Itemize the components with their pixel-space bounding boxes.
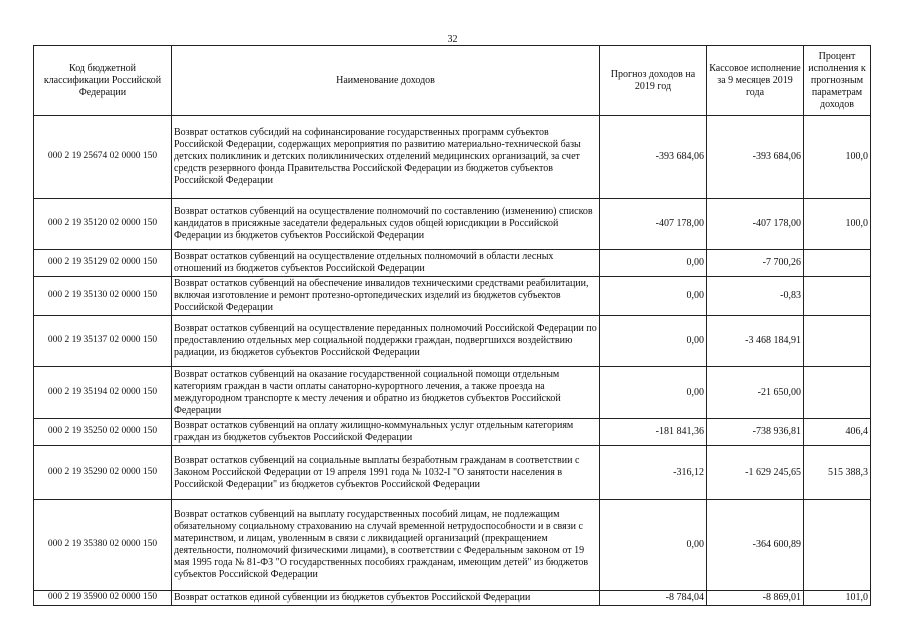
page-number: 32 (447, 34, 458, 45)
row-code: 000 2 19 35137 02 0000 150 (34, 316, 172, 367)
row-actual: -7 700,26 (707, 250, 804, 277)
row-code: 000 2 19 25674 02 0000 150 (34, 116, 172, 199)
row-code: 000 2 19 35129 02 0000 150 (34, 250, 172, 277)
table-row (34, 116, 871, 199)
row-percent (804, 500, 871, 591)
row-percent (804, 367, 871, 419)
table-row (34, 367, 871, 419)
row-actual: -738 936,81 (707, 419, 804, 446)
row-percent: 406,4 (804, 419, 871, 446)
row-actual: -3 468 184,91 (707, 316, 804, 367)
row-actual: -393 684,06 (707, 116, 804, 199)
row-name: Возврат остатков субвенций на осуществление полномочий по составлению (изменению) списков кандидатов в присяжные заседатели федеральных судов общей юрисдикции в Российской Федерации из бюджетов субъектов Российской Федерации (172, 199, 600, 250)
row-forecast: -393 684,06 (600, 116, 707, 199)
row-forecast: -316,12 (600, 446, 707, 500)
row-code: 000 2 19 35120 02 0000 150 (34, 199, 172, 250)
row-forecast: -8 784,04 (600, 591, 707, 606)
row-forecast: 0,00 (600, 277, 707, 316)
row-name: Возврат остатков субвенций на осуществление переданных полномочий Российской Федерации по предоставлению отдельных мер социальной поддержки граждан, подвергшихся воздействию радиации, из бюджетов субъектов Российской Федерации (172, 316, 600, 367)
row-forecast: 0,00 (600, 250, 707, 277)
row-forecast: -407 178,00 (600, 199, 707, 250)
row-name: Возврат остатков субвенций на социальные выплаты безработным гражданам в соответствии с Законом Российской Федерации от 19 апреля 1991 года № 1032-I "О занятости населения в Российской Федерации" из бюджетов субъектов Российской Федерации (172, 446, 600, 500)
header-percent: Процент исполнения к прогнозным параметрам доходов (804, 46, 871, 116)
header-name: Наименование доходов (172, 46, 600, 116)
revenue-table (33, 45, 871, 606)
row-code: 000 2 19 35290 02 0000 150 (34, 446, 172, 500)
header-actual: Кассовое исполнение за 9 месяцев 2019 года (707, 46, 804, 116)
row-actual: -8 869,01 (707, 591, 804, 606)
table-row (34, 500, 871, 591)
table-row (34, 316, 871, 367)
table-row (34, 446, 871, 500)
row-name: Возврат остатков единой субвенции из бюджетов субъектов Российской Федерации (172, 591, 600, 606)
row-percent: 515 388,3 (804, 446, 871, 500)
header-forecast: Прогноз доходов на 2019 год (600, 46, 707, 116)
row-actual: -21 650,00 (707, 367, 804, 419)
table-row (34, 199, 871, 250)
row-code: 000 2 19 35194 02 0000 150 (34, 367, 172, 419)
row-actual: -407 178,00 (707, 199, 804, 250)
row-forecast: 0,00 (600, 316, 707, 367)
row-code: 000 2 19 35250 02 0000 150 (34, 419, 172, 446)
row-actual: -0,83 (707, 277, 804, 316)
row-forecast: -181 841,36 (600, 419, 707, 446)
row-name: Возврат остатков субвенций на оказание государственной социальной помощи отдельным категориям граждан в части оплаты санаторно-курортного лечения, а также проезда на междугородном транспорте к месту лечения и обратно из бюджетов субъектов Российской Федерации (172, 367, 600, 419)
row-name: Возврат остатков субсидий на софинансирование государственных программ субъектов Российской Федерации, содержащих мероприятия по развитию материально-технической базы детских поликлиник и детских поликлинических отделений медицинских организаций, за счет средств резервного фонда Правительства Российской Федерации из бюджетов субъектов Российской Федерации (172, 116, 600, 199)
row-percent: 101,0 (804, 591, 871, 606)
table-row (34, 591, 871, 606)
table-row (34, 250, 871, 277)
row-forecast: 0,00 (600, 367, 707, 419)
row-name: Возврат остатков субвенций на осуществление отдельных полномочий в области лесных отношений из бюджетов субъектов Российской Федерации (172, 250, 600, 277)
row-actual: -364 600,89 (707, 500, 804, 591)
row-percent (804, 316, 871, 367)
row-percent: 100,0 (804, 116, 871, 199)
table-row (34, 419, 871, 446)
row-name: Возврат остатков субвенций на оплату жилищно-коммунальных услуг отдельным категориям граждан из бюджетов субъектов Российской Федерации (172, 419, 600, 446)
row-forecast: 0,00 (600, 500, 707, 591)
row-actual: -1 629 245,65 (707, 446, 804, 500)
table-row (34, 277, 871, 316)
row-percent: 100,0 (804, 199, 871, 250)
row-percent (804, 277, 871, 316)
row-percent (804, 250, 871, 277)
table-header-row (34, 46, 871, 116)
row-name: Возврат остатков субвенций на выплату государственных пособий лицам, не подлежащим обязательному социальному страхованию на случай временной нетрудоспособности и в связи с материнством, и лицам, уволенным в связи с ликвидацией организаций (прекращением деятельности, полномочий физическими лицами), в соответствии с Федеральным законом от 19 мая 1995 года № 81-ФЗ "О государственных пособиях гражданам, имеющим детей" из бюджетов субъектов Российской Федерации (172, 500, 600, 591)
row-name: Возврат остатков субвенций на обеспечение инвалидов техническими средствами реабилитации, включая изготовление и ремонт протезно-ортопедических изделий из бюджетов субъектов Российской Федерации (172, 277, 600, 316)
row-code: 000 2 19 35900 02 0000 150 (34, 591, 172, 606)
row-code: 000 2 19 35130 02 0000 150 (34, 277, 172, 316)
header-code: Код бюджетной классификации Российской Федерации (34, 46, 172, 116)
row-code: 000 2 19 35380 02 0000 150 (34, 500, 172, 591)
